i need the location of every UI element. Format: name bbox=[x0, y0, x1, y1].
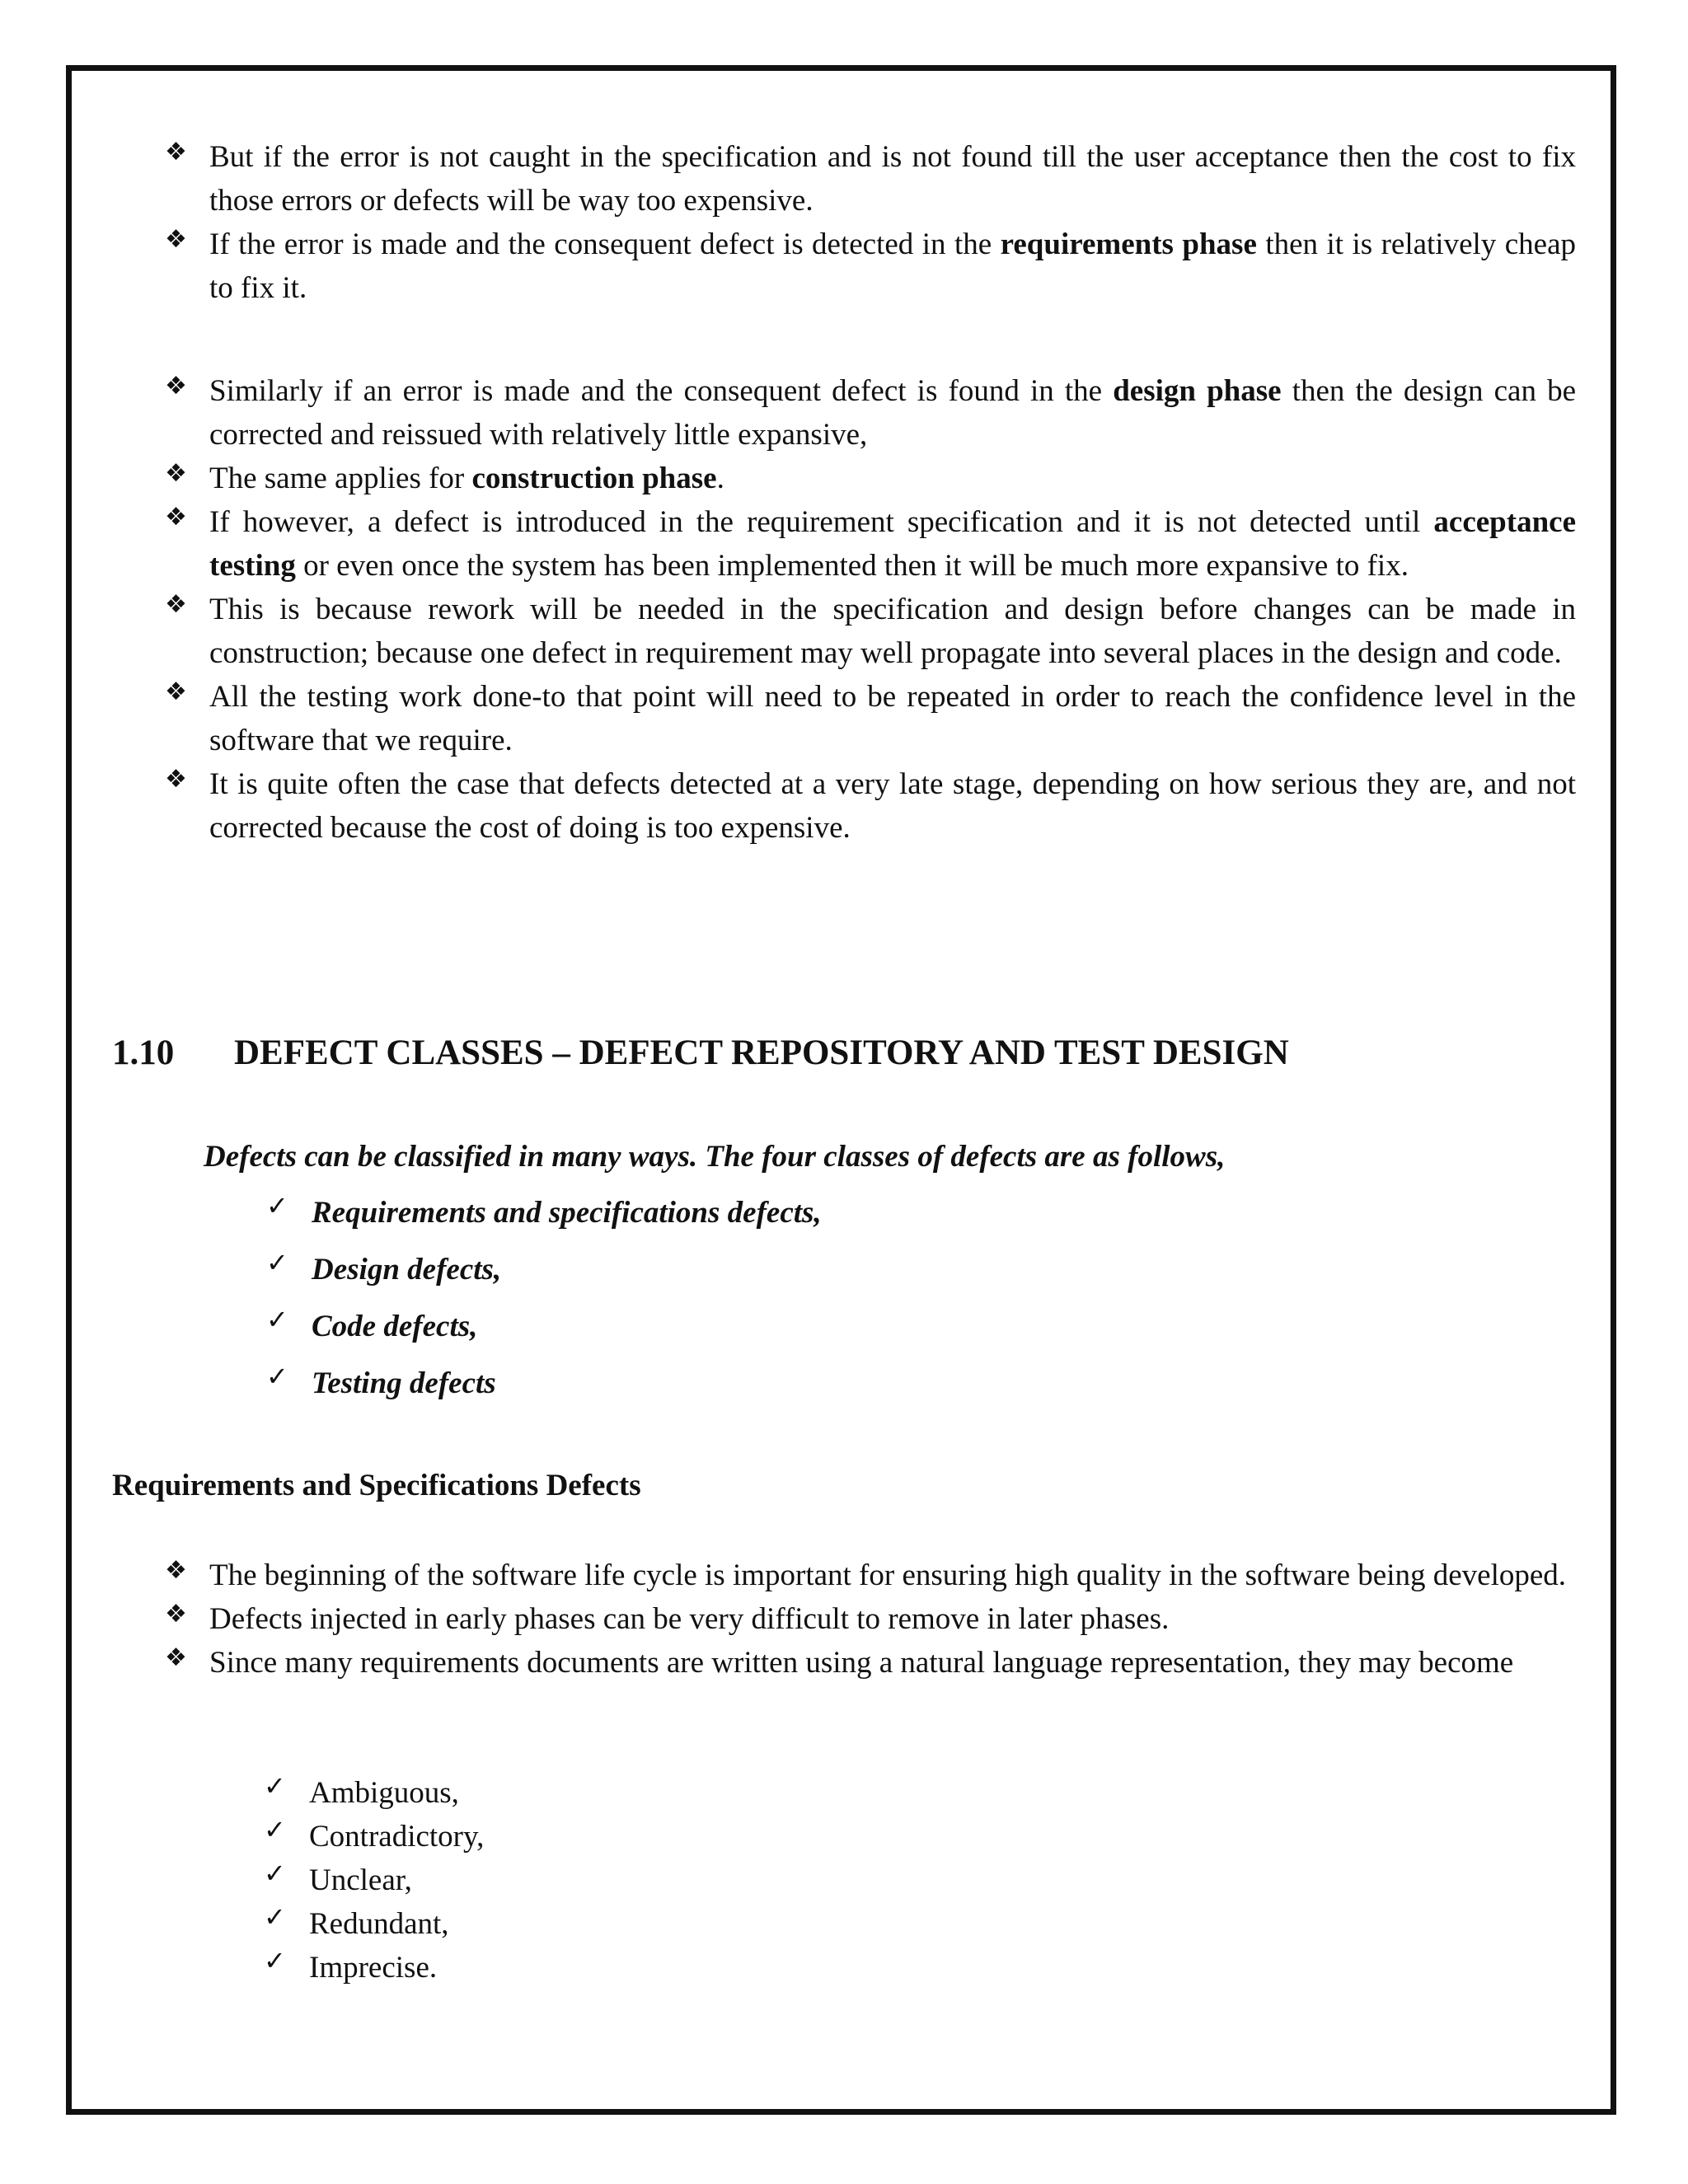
list-item bbox=[165, 588, 1576, 675]
checklist-item-label: Code defects, bbox=[312, 1310, 478, 1343]
checklist-item bbox=[266, 1241, 822, 1298]
body-text: Defects injected in early phases can be very difficult to remove in later phases. bbox=[209, 1602, 1170, 1636]
bullet-list-phase-costs bbox=[165, 369, 1576, 850]
bullet-list-requirements bbox=[165, 1554, 1576, 1685]
body-text: All the testing work done-to that point will need to be repeated in order to reach the confidence level in the software that we require. bbox=[209, 680, 1576, 757]
defect-classes-list bbox=[266, 1184, 822, 1412]
subsection-heading: Requirements and Specifications Defects bbox=[112, 1469, 641, 1502]
checklist-item bbox=[264, 1815, 484, 1858]
body-text: If the error is made and the consequent defect is detected in the bbox=[209, 227, 1001, 261]
checklist-item-label: Testing defects bbox=[312, 1366, 496, 1400]
list-item bbox=[165, 135, 1576, 223]
checkmark-icon: ✓ bbox=[266, 1361, 288, 1392]
checklist-item-label: Redundant, bbox=[309, 1907, 449, 1941]
requirement-qualities-list bbox=[264, 1771, 484, 1990]
body-text: . bbox=[716, 462, 724, 495]
checklist-item-label: Contradictory, bbox=[309, 1820, 485, 1854]
checklist-item bbox=[264, 1771, 484, 1815]
checklist-item bbox=[266, 1355, 822, 1412]
checkmark-icon: ✓ bbox=[264, 1814, 286, 1845]
checkmark-icon: ✓ bbox=[266, 1304, 288, 1335]
bullet-list-cost-of-defects bbox=[165, 135, 1576, 310]
emphasized-text: acceptance testing bbox=[209, 505, 1576, 583]
body-text: If however, a defect is introduced in the requirement specification and it is not detected until bbox=[209, 505, 1434, 539]
body-text: The same applies for bbox=[209, 462, 472, 495]
list-item bbox=[165, 369, 1576, 457]
list-item bbox=[165, 675, 1576, 762]
diamond-bullet-icon: ❖ bbox=[165, 590, 187, 619]
emphasized-text: requirements phase bbox=[1000, 227, 1257, 261]
list-item bbox=[165, 223, 1576, 310]
list-item bbox=[165, 1597, 1576, 1641]
section-number: 1.10 bbox=[112, 1033, 175, 1072]
body-text: This is because rework will be needed in the specification and design before changes can be made in construction; because one defect in requirement may well propagate into several places in the design and code. bbox=[209, 593, 1576, 670]
list-item bbox=[165, 1554, 1576, 1597]
body-text: Since many requirements documents are written using a natural language representation, they may become bbox=[209, 1646, 1514, 1680]
diamond-bullet-icon: ❖ bbox=[165, 138, 187, 166]
checkmark-icon: ✓ bbox=[264, 1770, 286, 1802]
checklist-item-label: Ambiguous, bbox=[309, 1776, 459, 1810]
checklist-item bbox=[264, 1902, 484, 1946]
list-item bbox=[165, 457, 1576, 500]
body-text: The beginning of the software life cycle is important for ensuring high quality in the software being developed. bbox=[209, 1558, 1567, 1592]
diamond-bullet-icon: ❖ bbox=[165, 677, 187, 706]
diamond-bullet-icon: ❖ bbox=[165, 503, 187, 532]
body-text: It is quite often the case that defects detected at a very late stage, depending on how serious they are, and not corrected because the cost of doing is too expensive. bbox=[209, 767, 1576, 845]
checklist-item bbox=[264, 1858, 484, 1902]
checkmark-icon: ✓ bbox=[264, 1901, 286, 1933]
diamond-bullet-icon: ❖ bbox=[165, 1600, 187, 1629]
body-text: then the design can be corrected and reissued with relatively little expansive, bbox=[209, 374, 1577, 452]
section-title: DEFECT CLASSES – DEFECT REPOSITORY AND TEST DESIGN bbox=[234, 1033, 1289, 1072]
diamond-bullet-icon: ❖ bbox=[165, 1556, 187, 1585]
body-text: But if the error is not caught in the specification and is not found till the user acceptance then the cost to fix those errors or defects will be way too expensive. bbox=[209, 140, 1576, 218]
list-item bbox=[165, 500, 1576, 588]
diamond-bullet-icon: ❖ bbox=[165, 1643, 187, 1672]
list-item bbox=[165, 1641, 1576, 1685]
diamond-bullet-icon: ❖ bbox=[165, 459, 187, 488]
checklist-item-label: Unclear, bbox=[309, 1863, 412, 1897]
checklist-item-label: Requirements and specifications defects, bbox=[312, 1196, 822, 1230]
body-text: Similarly if an error is made and the consequent defect is found in the bbox=[209, 374, 1114, 408]
checkmark-icon: ✓ bbox=[266, 1247, 288, 1278]
checkmark-icon: ✓ bbox=[264, 1858, 286, 1889]
diamond-bullet-icon: ❖ bbox=[165, 372, 187, 401]
body-text: or even once the system has been implemented then it will be much more expansive to fix. bbox=[295, 549, 1409, 583]
emphasized-text: design phase bbox=[1113, 374, 1282, 408]
list-item bbox=[165, 762, 1576, 850]
checklist-item bbox=[266, 1298, 822, 1355]
checklist-item bbox=[264, 1946, 484, 1990]
body-text: then it is relatively cheap to fix it. bbox=[209, 227, 1576, 305]
section-heading bbox=[112, 1029, 1289, 1078]
emphasized-text: construction phase bbox=[471, 462, 717, 495]
checklist-item-label: Imprecise. bbox=[309, 1951, 438, 1985]
diamond-bullet-icon: ❖ bbox=[165, 765, 187, 794]
checkmark-icon: ✓ bbox=[264, 1945, 286, 1976]
checklist-item-label: Design defects, bbox=[312, 1253, 502, 1286]
section-intro: Defects can be classified in many ways. The four classes of defects are as follows, bbox=[204, 1140, 1226, 1174]
checklist-item bbox=[266, 1184, 822, 1241]
diamond-bullet-icon: ❖ bbox=[165, 225, 187, 254]
checkmark-icon: ✓ bbox=[266, 1190, 288, 1221]
